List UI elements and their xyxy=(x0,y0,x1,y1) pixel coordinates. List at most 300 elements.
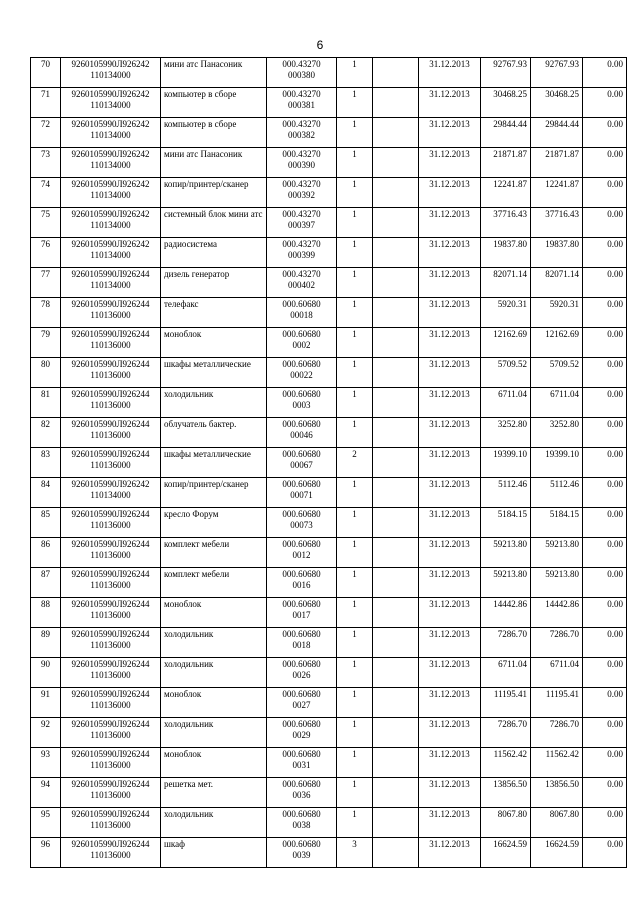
depreciation-text: 21871.87 xyxy=(545,149,579,159)
book-value-cell xyxy=(481,778,531,808)
depreciation-cell xyxy=(531,298,583,328)
asset-name-text: холодильник xyxy=(164,719,214,729)
quantity-cell xyxy=(337,178,373,208)
asset-name-cell xyxy=(161,148,267,178)
date-cell xyxy=(419,298,481,328)
depreciation-cell xyxy=(531,268,583,298)
account-code-text: 9260105990Л926244 xyxy=(71,299,150,309)
residual-value-text: 0.00 xyxy=(607,659,623,669)
depreciation-cell xyxy=(531,808,583,838)
table-row xyxy=(31,208,627,238)
book-value-cell xyxy=(481,418,531,448)
residual-value-cell xyxy=(583,298,627,328)
depreciation-text: 12241.87 xyxy=(545,179,579,189)
row-number-text: 86 xyxy=(41,539,50,549)
asset-name-text: дизель генератор xyxy=(164,269,230,279)
depreciation-cell xyxy=(531,478,583,508)
asset-name-cell xyxy=(161,178,267,208)
account-code-text: 110136000 xyxy=(90,609,131,620)
table-row xyxy=(31,808,627,838)
account-code-text: 9260105990Л926242 xyxy=(71,59,150,69)
depreciation-text: 12162.69 xyxy=(545,329,579,339)
depreciation-cell xyxy=(531,718,583,748)
residual-value-cell xyxy=(583,718,627,748)
row-number-cell xyxy=(31,208,61,238)
book-value-text: 11562.42 xyxy=(493,749,527,759)
residual-value-cell xyxy=(583,418,627,448)
inventory-number-cell xyxy=(267,718,337,748)
account-code-text: 110136000 xyxy=(90,819,131,830)
empty-cell xyxy=(373,328,419,358)
empty-cell xyxy=(373,688,419,718)
residual-value-text: 0.00 xyxy=(607,569,623,579)
asset-name-text: моноблок xyxy=(164,749,202,759)
depreciation-cell xyxy=(531,748,583,778)
account-code-text: 9260105990Л926244 xyxy=(71,659,150,669)
residual-value-text: 0.00 xyxy=(607,809,623,819)
quantity-cell xyxy=(337,88,373,118)
table-row xyxy=(31,478,627,508)
row-number-cell xyxy=(31,658,61,688)
inventory-number-text: 000.60680 xyxy=(282,719,321,729)
account-code-text: 110134000 xyxy=(90,279,131,290)
quantity-text: 1 xyxy=(352,629,357,639)
account-code-text: 9260105990Л926244 xyxy=(71,539,150,549)
date-text: 31.12.2013 xyxy=(429,419,470,429)
date-cell xyxy=(419,478,481,508)
depreciation-cell xyxy=(531,628,583,658)
residual-value-cell xyxy=(583,328,627,358)
inventory-number-text: 00073 xyxy=(290,519,313,530)
account-code-text: 9260105990Л926242 xyxy=(71,149,150,159)
account-code-text: 9260105990Л926244 xyxy=(71,359,150,369)
row-number-text: 90 xyxy=(41,659,50,669)
quantity-text: 1 xyxy=(352,269,357,279)
account-code-text: 9260105990Л926244 xyxy=(71,839,150,849)
residual-value-cell xyxy=(583,538,627,568)
quantity-cell xyxy=(337,328,373,358)
account-code-text: 110134000 xyxy=(90,129,131,140)
inventory-number-text: 000.60680 xyxy=(282,839,321,849)
account-code-text: 9260105990Л926242 xyxy=(71,479,150,489)
date-cell xyxy=(419,508,481,538)
row-number-text: 73 xyxy=(41,149,50,159)
book-value-cell xyxy=(481,208,531,238)
date-text: 31.12.2013 xyxy=(429,329,470,339)
quantity-text: 1 xyxy=(352,809,357,819)
row-number-text: 77 xyxy=(41,269,50,279)
account-code-text: 110134000 xyxy=(90,219,131,230)
table-row xyxy=(31,178,627,208)
depreciation-cell xyxy=(531,598,583,628)
row-number-text: 93 xyxy=(41,749,50,759)
table-row xyxy=(31,658,627,688)
empty-cell xyxy=(373,178,419,208)
inventory-number-text: 000.60680 xyxy=(282,599,321,609)
asset-name-cell xyxy=(161,448,267,478)
account-code-text: 110136000 xyxy=(90,759,131,770)
depreciation-text: 11195.41 xyxy=(545,689,579,699)
table-row xyxy=(31,88,627,118)
account-code-text: 9260105990Л926242 xyxy=(71,179,150,189)
account-code-text: 9260105990Л926242 xyxy=(71,239,150,249)
quantity-text: 2 xyxy=(352,449,357,459)
row-number-cell xyxy=(31,268,61,298)
table-row xyxy=(31,358,627,388)
book-value-text: 7286.70 xyxy=(497,719,527,729)
table-row xyxy=(31,838,627,868)
residual-value-text: 0.00 xyxy=(607,599,623,609)
book-value-text: 5920.31 xyxy=(497,299,527,309)
asset-name-text: компьютер в сборе xyxy=(164,119,237,129)
book-value-cell xyxy=(481,178,531,208)
depreciation-text: 59213.80 xyxy=(545,569,579,579)
row-number-text: 81 xyxy=(41,389,50,399)
quantity-cell xyxy=(337,388,373,418)
inventory-number-text: 00071 xyxy=(290,489,313,500)
date-text: 31.12.2013 xyxy=(429,389,470,399)
asset-name-text: шкаф xyxy=(164,839,185,849)
empty-cell xyxy=(373,628,419,658)
account-code-text: 9260105990Л926244 xyxy=(71,809,150,819)
residual-value-cell xyxy=(583,268,627,298)
date-cell xyxy=(419,148,481,178)
empty-cell xyxy=(373,268,419,298)
date-cell xyxy=(419,58,481,88)
asset-name-cell xyxy=(161,88,267,118)
quantity-text: 1 xyxy=(352,329,357,339)
account-code-cell xyxy=(61,298,161,328)
depreciation-cell xyxy=(531,58,583,88)
empty-cell xyxy=(373,658,419,688)
book-value-text: 19837.80 xyxy=(493,239,527,249)
book-value-text: 5112.46 xyxy=(498,479,527,489)
row-number-cell xyxy=(31,178,61,208)
quantity-cell xyxy=(337,808,373,838)
book-value-text: 92767.93 xyxy=(493,59,527,69)
residual-value-cell xyxy=(583,88,627,118)
book-value-cell xyxy=(481,118,531,148)
inventory-number-cell xyxy=(267,268,337,298)
book-value-cell xyxy=(481,808,531,838)
asset-name-text: холодильник xyxy=(164,809,214,819)
asset-name-text: телефакс xyxy=(164,299,199,309)
quantity-text: 1 xyxy=(352,89,357,99)
empty-cell xyxy=(373,388,419,418)
inventory-number-cell xyxy=(267,208,337,238)
row-number-cell xyxy=(31,688,61,718)
row-number-cell xyxy=(31,148,61,178)
residual-value-text: 0.00 xyxy=(607,119,623,129)
quantity-text: 1 xyxy=(352,689,357,699)
depreciation-text: 7286.70 xyxy=(549,719,579,729)
inventory-number-cell xyxy=(267,658,337,688)
date-text: 31.12.2013 xyxy=(429,569,470,579)
row-number-text: 72 xyxy=(41,119,50,129)
row-number-text: 83 xyxy=(41,449,50,459)
book-value-cell xyxy=(481,58,531,88)
account-code-text: 9260105990Л926242 xyxy=(71,119,150,129)
inventory-number-text: 000.60680 xyxy=(282,479,321,489)
quantity-cell xyxy=(337,268,373,298)
date-cell xyxy=(419,688,481,718)
account-code-text: 110134000 xyxy=(90,99,131,110)
depreciation-text: 30468.25 xyxy=(545,89,579,99)
asset-name-cell xyxy=(161,508,267,538)
quantity-cell xyxy=(337,748,373,778)
depreciation-text: 6711.04 xyxy=(550,389,579,399)
inventory-number-text: 00067 xyxy=(290,459,313,470)
asset-name-cell xyxy=(161,598,267,628)
account-code-cell xyxy=(61,838,161,868)
quantity-cell xyxy=(337,238,373,268)
empty-cell xyxy=(373,718,419,748)
book-value-text: 29844.44 xyxy=(493,119,527,129)
account-code-text: 110136000 xyxy=(90,459,131,470)
book-value-cell xyxy=(481,268,531,298)
inventory-number-text: 000382 xyxy=(288,129,315,140)
inventory-number-text: 000.60680 xyxy=(282,329,321,339)
account-code-text: 9260105990Л926244 xyxy=(71,629,150,639)
date-text: 31.12.2013 xyxy=(429,809,470,819)
row-number-text: 75 xyxy=(41,209,50,219)
quantity-cell xyxy=(337,778,373,808)
row-number-cell xyxy=(31,358,61,388)
book-value-text: 82071.14 xyxy=(493,269,527,279)
inventory-number-cell xyxy=(267,388,337,418)
account-code-cell xyxy=(61,358,161,388)
inventory-number-text: 000.60680 xyxy=(282,389,321,399)
asset-name-text: решетка мет. xyxy=(164,779,214,789)
asset-name-cell xyxy=(161,418,267,448)
depreciation-text: 5920.31 xyxy=(549,299,579,309)
account-code-text: 110136000 xyxy=(90,339,131,350)
table-row xyxy=(31,628,627,658)
empty-cell xyxy=(373,478,419,508)
inventory-number-cell xyxy=(267,58,337,88)
date-cell xyxy=(419,598,481,628)
date-cell xyxy=(419,448,481,478)
account-code-text: 9260105990Л926244 xyxy=(71,569,150,579)
row-number-cell xyxy=(31,508,61,538)
inventory-number-text: 00022 xyxy=(290,369,313,380)
date-cell xyxy=(419,778,481,808)
row-number-text: 74 xyxy=(41,179,50,189)
account-code-text: 110136000 xyxy=(90,399,131,410)
asset-name-text: мини атс Панасоник xyxy=(164,149,243,159)
quantity-text: 1 xyxy=(352,509,357,519)
date-text: 31.12.2013 xyxy=(429,599,470,609)
row-number-cell xyxy=(31,298,61,328)
account-code-text: 9260105990Л926244 xyxy=(71,449,150,459)
table-row xyxy=(31,748,627,778)
depreciation-text: 5184.15 xyxy=(549,509,579,519)
asset-name-cell xyxy=(161,538,267,568)
depreciation-text: 29844.44 xyxy=(545,119,579,129)
account-code-cell xyxy=(61,328,161,358)
inventory-number-text: 00018 xyxy=(290,309,313,320)
row-number-text: 87 xyxy=(41,569,50,579)
quantity-cell xyxy=(337,118,373,148)
account-code-cell xyxy=(61,448,161,478)
depreciation-text: 8067.80 xyxy=(549,809,579,819)
inventory-number-text: 000.43270 xyxy=(282,59,321,69)
account-code-cell xyxy=(61,508,161,538)
book-value-cell xyxy=(481,238,531,268)
inventory-number-text: 000.43270 xyxy=(282,209,321,219)
book-value-text: 11195.41 xyxy=(493,689,527,699)
inventory-number-text: 0012 xyxy=(292,549,311,560)
table-row xyxy=(31,688,627,718)
book-value-text: 59213.80 xyxy=(493,539,527,549)
account-code-text: 110136000 xyxy=(90,729,131,740)
asset-name-cell xyxy=(161,328,267,358)
empty-cell xyxy=(373,298,419,328)
account-code-text: 9260105990Л926244 xyxy=(71,689,150,699)
residual-value-cell xyxy=(583,838,627,868)
inventory-number-text: 00046 xyxy=(290,429,313,440)
account-code-text: 9260105990Л926244 xyxy=(71,509,150,519)
residual-value-text: 0.00 xyxy=(607,269,623,279)
empty-cell xyxy=(373,88,419,118)
row-number-cell xyxy=(31,808,61,838)
quantity-text: 1 xyxy=(352,749,357,759)
residual-value-text: 0.00 xyxy=(607,419,623,429)
row-number-cell xyxy=(31,118,61,148)
asset-name-text: копир/принтер/сканер xyxy=(164,179,249,189)
row-number-cell xyxy=(31,778,61,808)
date-text: 31.12.2013 xyxy=(429,269,470,279)
residual-value-text: 0.00 xyxy=(607,179,623,189)
residual-value-cell xyxy=(583,358,627,388)
date-text: 31.12.2013 xyxy=(429,89,470,99)
row-number-text: 85 xyxy=(41,509,50,519)
depreciation-cell xyxy=(531,568,583,598)
residual-value-text: 0.00 xyxy=(607,449,623,459)
date-text: 31.12.2013 xyxy=(429,209,470,219)
quantity-cell xyxy=(337,688,373,718)
book-value-cell xyxy=(481,88,531,118)
date-text: 31.12.2013 xyxy=(429,659,470,669)
date-text: 31.12.2013 xyxy=(429,479,470,489)
date-cell xyxy=(419,178,481,208)
row-number-cell xyxy=(31,418,61,448)
date-cell xyxy=(419,748,481,778)
book-value-text: 3252.80 xyxy=(497,419,527,429)
account-code-text: 110136000 xyxy=(90,369,131,380)
asset-name-text: копир/принтер/сканер xyxy=(164,479,249,489)
date-text: 31.12.2013 xyxy=(429,629,470,639)
asset-name-cell xyxy=(161,568,267,598)
residual-value-cell xyxy=(583,448,627,478)
residual-value-cell xyxy=(583,568,627,598)
row-number-cell xyxy=(31,628,61,658)
inventory-number-text: 0029 xyxy=(292,729,311,740)
book-value-cell xyxy=(481,658,531,688)
inventory-number-cell xyxy=(267,688,337,718)
date-text: 31.12.2013 xyxy=(429,119,470,129)
book-value-text: 7286.70 xyxy=(497,629,527,639)
inventory-number-text: 000.43270 xyxy=(282,269,321,279)
inventory-number-cell xyxy=(267,538,337,568)
depreciation-text: 82071.14 xyxy=(545,269,579,279)
inventory-number-text: 000.60680 xyxy=(282,629,321,639)
account-code-text: 110136000 xyxy=(90,669,131,680)
book-value-text: 6711.04 xyxy=(498,389,527,399)
residual-value-cell xyxy=(583,148,627,178)
depreciation-cell xyxy=(531,388,583,418)
row-number-cell xyxy=(31,88,61,118)
asset-name-cell xyxy=(161,718,267,748)
book-value-cell xyxy=(481,538,531,568)
account-code-cell xyxy=(61,118,161,148)
inventory-number-text: 0031 xyxy=(292,759,311,770)
quantity-cell xyxy=(337,208,373,238)
book-value-text: 16624.59 xyxy=(493,839,527,849)
inventory-number-text: 000.60680 xyxy=(282,809,321,819)
empty-cell xyxy=(373,748,419,778)
row-number-text: 88 xyxy=(41,599,50,609)
book-value-cell xyxy=(481,508,531,538)
account-code-text: 110136000 xyxy=(90,549,131,560)
book-value-cell xyxy=(481,568,531,598)
depreciation-cell xyxy=(531,178,583,208)
row-number-text: 71 xyxy=(41,89,50,99)
date-text: 31.12.2013 xyxy=(429,299,470,309)
inventory-number-cell xyxy=(267,418,337,448)
residual-value-cell xyxy=(583,658,627,688)
date-text: 31.12.2013 xyxy=(429,239,470,249)
date-cell xyxy=(419,388,481,418)
table-row xyxy=(31,598,627,628)
quantity-cell xyxy=(337,448,373,478)
account-code-text: 9260105990Л926242 xyxy=(71,209,150,219)
empty-cell xyxy=(373,508,419,538)
depreciation-cell xyxy=(531,538,583,568)
date-cell xyxy=(419,568,481,598)
depreciation-text: 19837.80 xyxy=(545,239,579,249)
date-text: 31.12.2013 xyxy=(429,149,470,159)
account-code-cell xyxy=(61,538,161,568)
account-code-text: 110134000 xyxy=(90,159,131,170)
depreciation-text: 16624.59 xyxy=(545,839,579,849)
date-cell xyxy=(419,268,481,298)
depreciation-cell xyxy=(531,148,583,178)
inventory-number-text: 0027 xyxy=(292,699,311,710)
account-code-text: 110134000 xyxy=(90,249,131,260)
account-code-cell xyxy=(61,628,161,658)
empty-cell xyxy=(373,118,419,148)
row-number-cell xyxy=(31,538,61,568)
account-code-cell xyxy=(61,568,161,598)
inventory-number-text: 000.43270 xyxy=(282,179,321,189)
row-number-text: 95 xyxy=(41,809,50,819)
residual-value-text: 0.00 xyxy=(607,719,623,729)
account-code-text: 110136000 xyxy=(90,579,131,590)
inventory-number-text: 000.60680 xyxy=(282,689,321,699)
quantity-text: 1 xyxy=(352,539,357,549)
account-code-text: 110136000 xyxy=(90,639,131,650)
inventory-number-cell xyxy=(267,178,337,208)
date-cell xyxy=(419,718,481,748)
depreciation-cell xyxy=(531,88,583,118)
residual-value-cell xyxy=(583,208,627,238)
inventory-number-text: 000.60680 xyxy=(282,509,321,519)
quantity-cell xyxy=(337,658,373,688)
inventory-number-cell xyxy=(267,748,337,778)
residual-value-text: 0.00 xyxy=(607,389,623,399)
inventory-number-cell xyxy=(267,778,337,808)
